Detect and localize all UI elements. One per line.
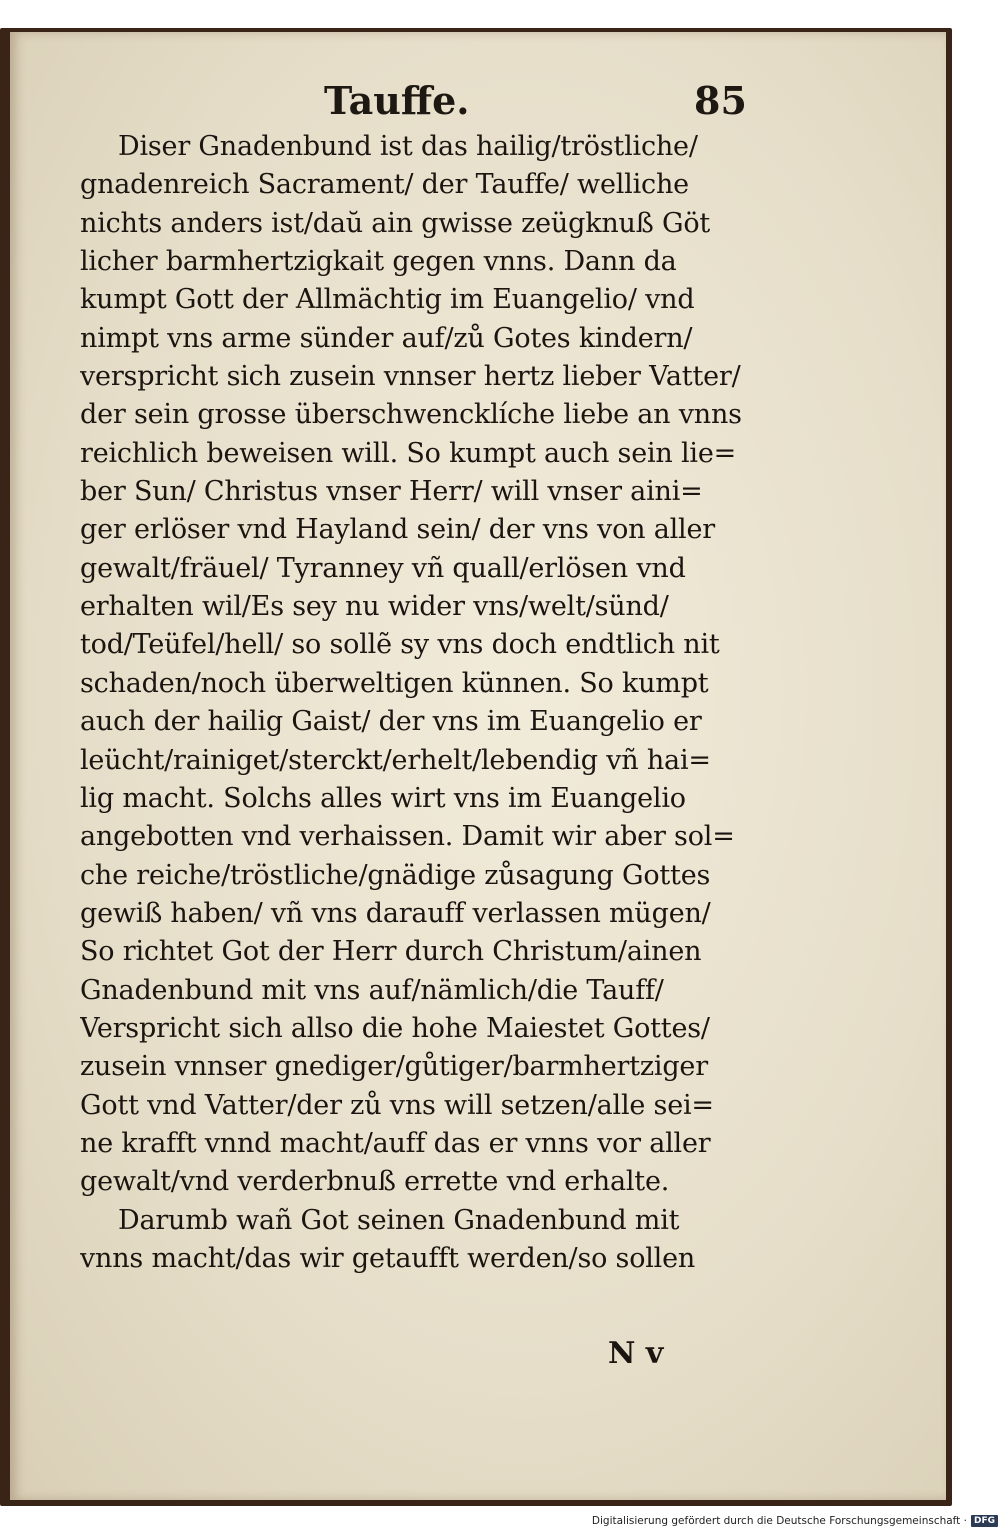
running-head [310,78,746,134]
text-line: vnns macht/das wir getaufft werden/so sollen [80,1242,696,1274]
text-line: tod/Teüfel/hell/ so sollẽ sy vns doch endtlich nit [80,629,720,661]
text-line: schaden/noch überweltigen künnen. So kumpt [80,667,709,699]
text-line: lig macht. Solchs alles wirt vns im Euangelio [80,782,686,814]
text-line: nimpt vns arme sünder auf/zů Gotes kindern/ [80,322,693,354]
text-line: nichts anders ist/daŭ ain gwisse zeügknuß Göt [80,207,711,239]
text-line: reichlich beweisen will. So kumpt auch sein lie= [80,437,737,469]
text-line: ger erlöser vnd Hayland sein/ der vns von aller [80,514,715,546]
text-line: auch der hailig Gaist/ der vns im Euangelio er [80,706,702,738]
text-line: Verspricht sich allso die hohe Maiestet Gottes/ [80,1012,710,1044]
text-line: erhalten wil/Es sey nu wider vns/welt/sünd/ [80,591,669,623]
book-page [10,32,946,1500]
text-line: che reiche/tröstliche/gnädige zůsagung Gottes [80,859,711,891]
dfg-logo: DFG [971,1515,998,1527]
text-line: gewalt/fräuel/ Tyranney vñ quall/erlösen vnd [80,552,686,584]
text-line: Gott vnd Vatter/der zů vns will setzen/alle sei= [80,1089,714,1121]
text-line: Gnadenbund mit vns auf/nämlich/die Tauff/ [80,974,664,1006]
text-line: der sein grosse überschwencklíche liebe an vnns [80,399,742,431]
text-line: gewalt/vnd verderbnuß errette vnd erhalte. [80,1166,670,1198]
text-line: zusein vnnser gnediger/gůtiger/barmhertziger [80,1051,708,1083]
text-line: verspricht sich zusein vnnser hertz lieber Vatter/ [80,361,741,393]
digitization-footer [591,1513,998,1529]
signature-mark: N v [608,1336,664,1371]
page-number: 85 [694,78,747,123]
book-spread [0,28,952,1506]
text-line: angebotten vnd verhaissen. Damit wir aber sol= [80,821,735,853]
text-line: leücht/rainiget/sterckt/erhelt/lebendig vñ hai= [80,744,711,776]
text-line: kumpt Gott der Allmächtig im Euangelio/ vnd [80,284,695,316]
text-line: Diser Gnadenbund ist das hailig/tröstliche/ [118,131,698,162]
text-line: licher barmhertzigkait gegen vnns. Dann da [80,246,677,278]
text-line: ber Sun/ Christus vnser Herr/ will vnser aini= [80,476,703,508]
funding-credit: Digitalisierung gefördert durch die Deutsche Forschungsgemeinschaft · [591,1515,967,1527]
text-line: So richtet Got der Herr durch Christum/ainen [80,936,702,968]
text-line: Darumb wañ Got seinen Gnadenbund mit [118,1204,680,1236]
text-block [80,128,820,1278]
running-head-title: Tauffe. [324,78,470,123]
text-line: ne krafft vnnd macht/auff das er vnns vor aller [80,1127,711,1159]
text-line: gewiß haben/ vñ vns darauff verlassen mügen/ [80,897,711,929]
text-line: gnadenreich Sacrament/ der Tauffe/ welliche [80,169,689,201]
